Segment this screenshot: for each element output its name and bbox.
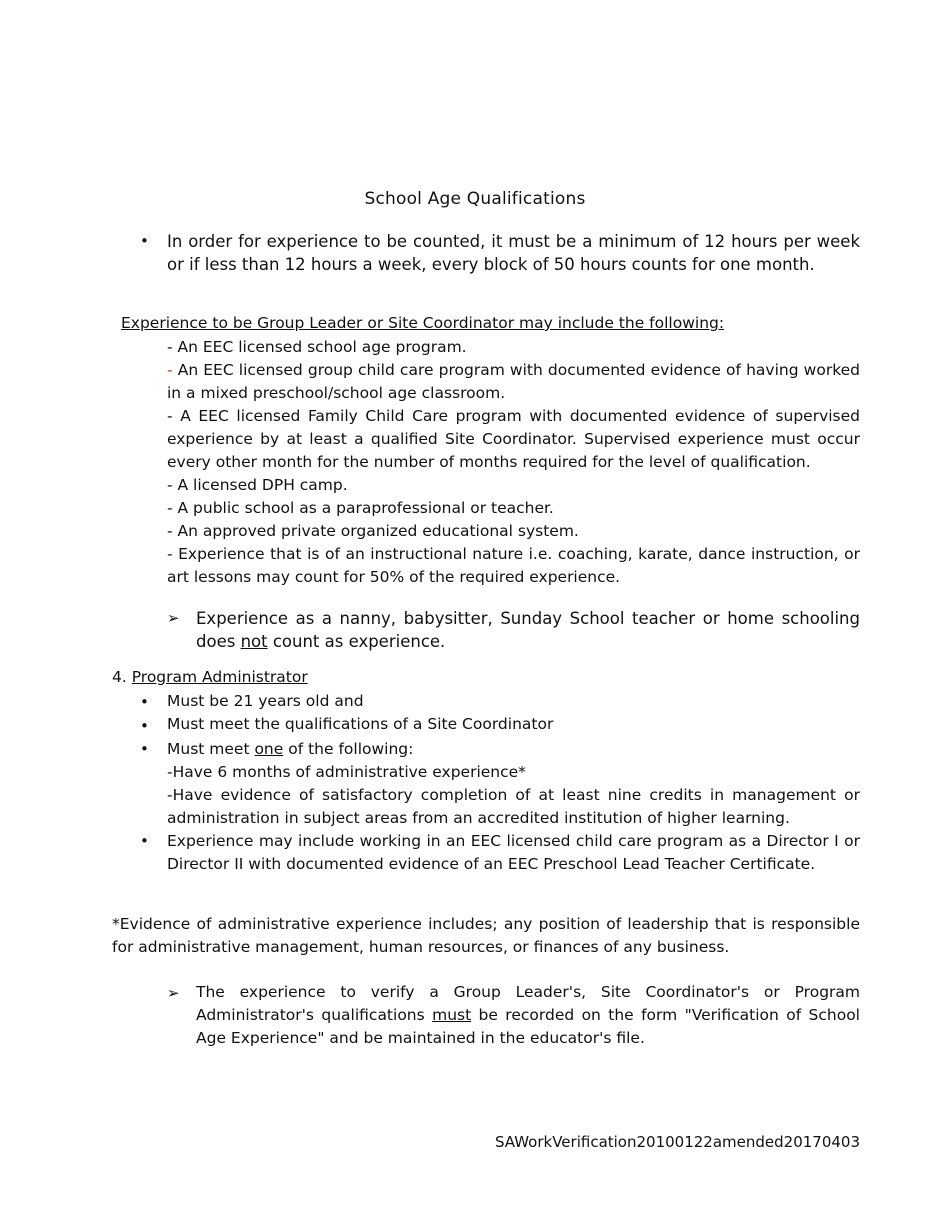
experience-item-4: - A licensed DPH camp. [167,476,348,494]
experience-item-3: - A EEC licensed Family Child Care program with documented evidence of supervised experience by at least a qualified Site Coordinator. Supervised experience must occur every other month for the number of months required for the level of qualification. [167,407,860,471]
experience-item-1: - An EEC licensed school age program. [167,338,467,356]
nanny-note-text-end: count as experience. [267,632,446,651]
bullet-icon: • [140,693,149,711]
nanny-note-emphasis: not [240,632,268,651]
admin-bullet-3 [167,738,860,830]
admin-bullet-3-emphasis: one [254,740,284,758]
experience-item-2-text: An EEC licensed group child care program with documented evidence of having worked in a mixed preschool/school age classroom. [167,361,860,402]
final-note-emphasis: must [432,1006,472,1024]
intro-bullet-text: In order for experience to be counted, it must be a minimum of 12 hours per week or if less than 12 hours a week, every block of 50 hours counts for one month. [167,232,860,274]
experience-list [167,336,860,589]
program-admin-heading [112,668,308,686]
experience-item-2-dash: - [167,361,173,379]
admin-sub-1: -Have 6 months of administrative experience* [167,763,526,781]
section-number: 4. [112,668,132,686]
bullet-icon: • [140,232,149,250]
experience-item-7: - Experience that is of an instructional nature i.e. coaching, karate, dance instruction, or art lessons may count for 50% of the required experience. [167,545,860,586]
section-title: Program Administrator [131,668,308,686]
final-note-text: The experience to verify a Group Leader's, Site Coordinator's or Program Administrator's qualifications [196,983,860,1024]
final-note-text-end: be recorded on the form "Verification of School Age Experience" and be maintained in the educator's file. [196,1006,860,1047]
admin-bullet-1: Must be 21 years old and [167,692,364,710]
arrow-bullet-icon: ➢ [167,609,180,627]
bullet-icon: • [140,832,149,850]
experience-item-2 [167,359,860,405]
admin-bullet-3-text [167,738,860,761]
admin-bullet-3-end: of the following: [283,740,414,758]
arrow-bullet-icon: ➢ [167,984,180,1002]
final-note [196,981,860,1050]
admin-sub-2: -Have evidence of satisfactory completion of at least nine credits in management or administration in subject areas from an accredited institution of higher learning. [167,786,860,827]
document-footer: SAWorkVerification20100122amended20170403 [494,1133,860,1151]
nanny-note-text: Experience as a nanny, babysitter, Sunday School teacher or home schooling does [196,609,860,651]
bullet-icon: • [140,717,149,735]
experience-heading: Experience to be Group Leader or Site Coordinator may include the following: [121,314,725,332]
page-title: School Age Qualifications [364,189,586,209]
nanny-note [196,607,860,653]
evidence-note: *Evidence of administrative experience includes; any position of leadership that is responsible for administrative management, human resources, or finances of any business. [112,915,860,956]
admin-bullet-2: Must meet the qualifications of a Site Coordinator [167,715,554,733]
experience-item-5: - A public school as a paraprofessional or teacher. [167,499,554,517]
admin-bullet-3-start: Must meet [167,740,255,758]
admin-bullet-4: Experience may include working in an EEC licensed child care program as a Director I or Director II with documented evidence of an EEC Preschool Lead Teacher Certificate. [167,832,860,873]
experience-item-6: - An approved private organized educational system. [167,522,579,540]
bullet-icon: • [140,740,149,758]
